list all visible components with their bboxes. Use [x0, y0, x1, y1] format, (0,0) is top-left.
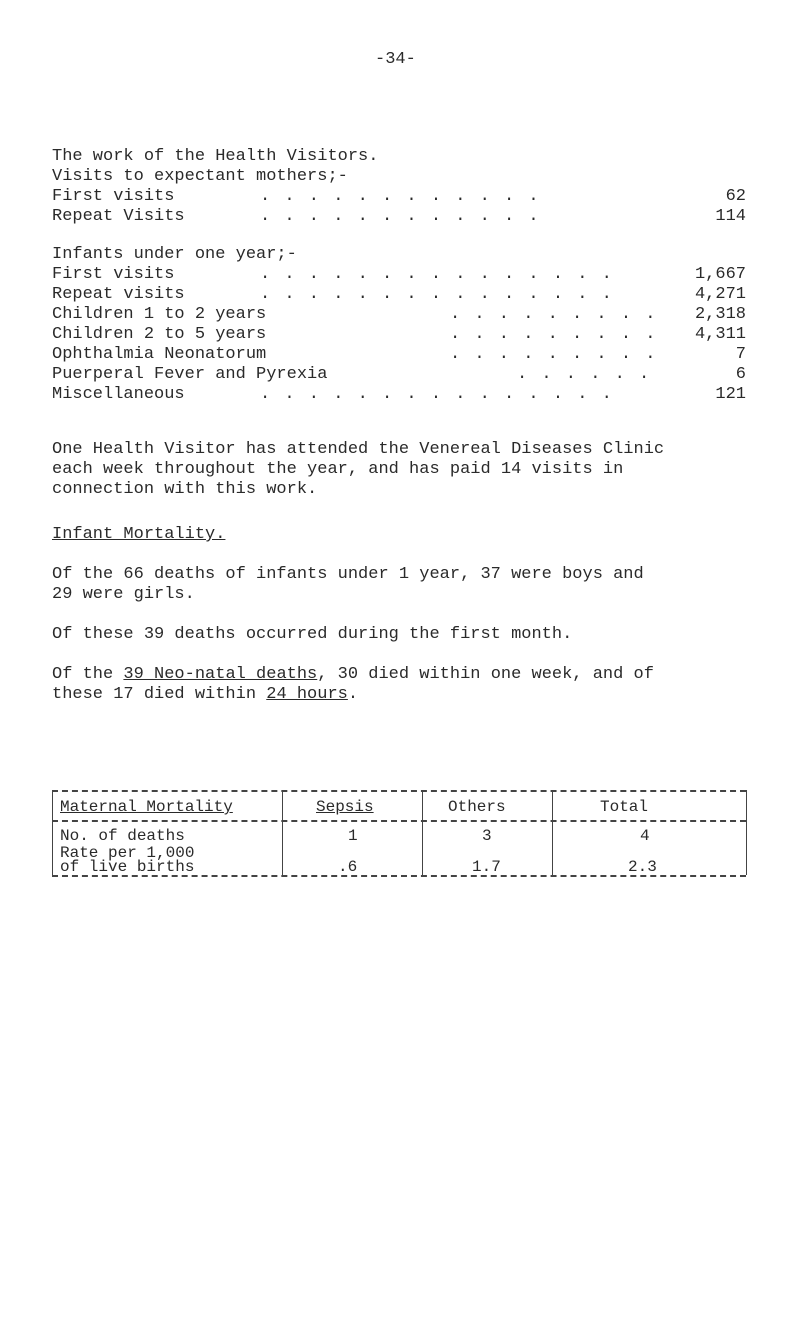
infants-row-value: 6	[735, 365, 746, 384]
expectant-row-label: Repeat Visits	[52, 207, 185, 226]
leader-dots: . . . . . . . . .	[450, 345, 658, 364]
table-column-rule	[282, 790, 283, 875]
underlined-span: 24 hours	[266, 685, 348, 704]
table-header-maternal: Maternal Mortality	[60, 798, 233, 816]
venereal-line: each week throughout the year, and has paid 14 visits in	[52, 460, 624, 479]
table-cell-total: 4	[640, 827, 650, 845]
infants-row-label: First visits	[52, 265, 175, 284]
mortality-para-line: 29 were girls.	[52, 585, 195, 604]
table-cell-total: 2.3	[628, 858, 657, 876]
table-header-rule	[52, 820, 746, 822]
text-span: Of the	[52, 665, 124, 684]
table-border-top	[52, 790, 746, 792]
table-cell-sepsis: 1	[348, 827, 358, 845]
venereal-line: One Health Visitor has attended the Venereal Diseases Clinic	[52, 440, 665, 459]
table-cell-others: 1.7	[472, 858, 501, 876]
table-column-rule	[552, 790, 553, 875]
maternal-mortality-table	[52, 790, 746, 875]
table-header-sepsis: Sepsis	[316, 798, 374, 816]
infants-row-value: 7	[735, 345, 746, 364]
text-span: .	[347, 685, 359, 704]
infants-row-label: Repeat visits	[52, 285, 185, 304]
underlined-span: 39 Neo-natal deaths	[123, 665, 318, 684]
infants-row-value: 4,271	[694, 285, 746, 304]
mortality-para-line: Of these 39 deaths occurred during the first month.	[52, 625, 573, 644]
table-row-label: No. of deaths	[60, 827, 185, 845]
expectant-row-value: 62	[725, 187, 746, 206]
page-number: -34-	[375, 50, 416, 69]
table-row-label: of live births	[60, 858, 195, 876]
mortality-para-line: Of the 66 deaths of infants under 1 year, 37 were boys and	[52, 565, 644, 584]
expectant-heading: Visits to expectant mothers;-	[52, 167, 348, 186]
infants-row-label: Children 1 to 2 years	[52, 305, 267, 324]
leader-dots: . . . . . . . . .	[450, 305, 658, 324]
leader-dots: . . . . . . . . . . . . . . .	[260, 285, 614, 304]
table-cell-sepsis: .6	[338, 858, 358, 876]
leader-dots: . . . . . . . . . . . .	[260, 187, 541, 206]
table-border-right	[746, 790, 747, 875]
infants-row-value: 4,311	[694, 325, 746, 344]
infants-row-value: 1,667	[694, 265, 746, 284]
infants-row-value: 121	[715, 385, 746, 404]
neonatal-para-line	[52, 685, 358, 704]
infants-row-label: Ophthalmia Neonatorum	[52, 345, 267, 364]
table-header-total: Total	[600, 798, 649, 816]
infants-heading: Infants under one year;-	[52, 245, 297, 264]
text-span: , 30 died within one week, and of	[317, 665, 654, 684]
leader-dots: . . . . . .	[517, 365, 652, 384]
leader-dots: . . . . . . . . . . . . . . .	[260, 385, 614, 404]
expectant-row-value: 114	[715, 207, 746, 226]
table-row-label: Rate per 1,000	[60, 844, 195, 862]
infants-row-value: 2,318	[694, 305, 746, 324]
section-title: The work of the Health Visitors.	[52, 147, 379, 166]
leader-dots: . . . . . . . . . . . .	[260, 207, 541, 226]
infants-row-label: Puerperal Fever and Pyrexia	[52, 365, 328, 384]
infants-row-label: Children 2 to 5 years	[52, 325, 267, 344]
infants-row-label: Miscellaneous	[52, 385, 185, 404]
leader-dots: . . . . . . . . .	[450, 325, 658, 344]
table-cell-others: 3	[482, 827, 492, 845]
table-border-left	[52, 790, 53, 875]
venereal-line: connection with this work.	[52, 480, 318, 499]
expectant-row-label: First visits	[52, 187, 175, 206]
neonatal-para-line	[52, 665, 654, 684]
leader-dots: . . . . . . . . . . . . . . .	[260, 265, 614, 284]
text-span: these 17 died within	[52, 685, 267, 704]
table-header-others: Others	[448, 798, 506, 816]
infant-mortality-heading: Infant Mortality.	[52, 525, 226, 544]
table-column-rule	[422, 790, 423, 875]
